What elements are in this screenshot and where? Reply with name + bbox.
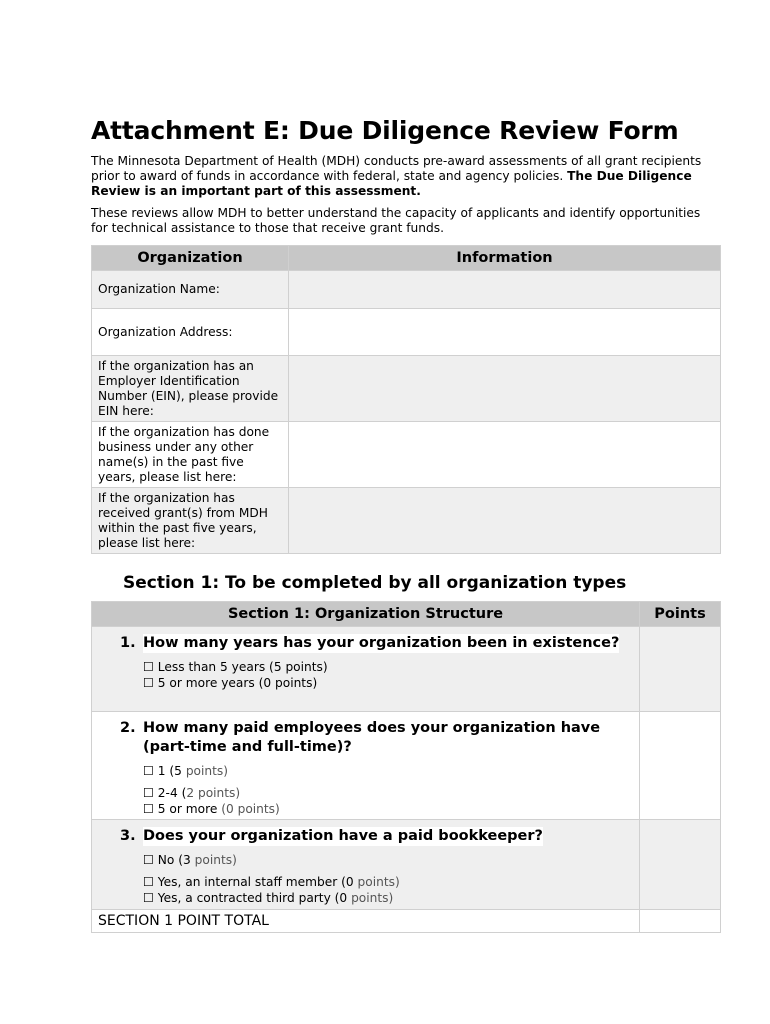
- intro-text: The Minnesota Department of Health (MDH) conducts pre-award assessments of all grant recipients prior to award of funds in accordance with federal, state and agency policies.: [91, 154, 702, 183]
- section-1-header-points: Points: [640, 602, 721, 627]
- organization-table: [91, 245, 721, 554]
- q3-option-contracted[interactable]: ☐ Yes, a contracted third party (0 points): [143, 891, 394, 905]
- org-other-names-field[interactable]: [289, 422, 721, 488]
- intro-bold-text: The Due Diligence Review is an important part of this assessment.: [91, 169, 692, 198]
- org-header-information: Information: [289, 246, 721, 271]
- question-text: How many paid employees does your organization have (part-time and full-time)?: [143, 720, 601, 755]
- question-number: 2.: [120, 720, 136, 736]
- question-text: How many years has your organization been in existence?: [143, 635, 620, 651]
- question-1-points-field[interactable]: [640, 627, 721, 712]
- section-1-total-label: SECTION 1 POINT TOTAL: [92, 910, 640, 933]
- q1-option-5-or-more[interactable]: ☐ 5 or more years (0 points): [143, 676, 318, 690]
- question-2-options: [92, 757, 639, 817]
- org-ein-field[interactable]: [289, 356, 721, 422]
- org-address-field[interactable]: [289, 309, 721, 356]
- question-1-cell: [92, 627, 640, 712]
- q2-option-5-or-more[interactable]: ☐ 5 or more (0 points): [143, 802, 280, 816]
- section-1-heading: Section 1: To be completed by all organization types: [123, 573, 627, 593]
- page-title: Attachment E: Due Diligence Review Form: [91, 116, 679, 145]
- question-1: [92, 627, 639, 653]
- intro-paragraph-2: These reviews allow MDH to better understand the capacity of applicants and identify opportunities for technical assistance to those that receive grant funds.: [91, 206, 701, 235]
- document-page: [91, 114, 720, 933]
- question-number: 3.: [120, 828, 136, 844]
- q2-option-1[interactable]: ☐ 1 (5 points): [143, 764, 228, 778]
- question-number: 1.: [120, 635, 136, 651]
- org-label-other-names: If the organization has done business under any other name(s) in the past five years, please list here:: [92, 422, 289, 488]
- question-3-points-field[interactable]: [640, 820, 721, 910]
- org-label-ein: If the organization has an Employer Identification Number (EIN), please provide EIN here:: [92, 356, 289, 422]
- section-1-table: [91, 601, 721, 933]
- org-label-address: Organization Address:: [92, 309, 289, 356]
- org-label-name: Organization Name:: [92, 271, 289, 309]
- question-2-cell: [92, 712, 640, 820]
- org-label-mdh-grants: If the organization has received grant(s) from MDH within the past five years, please list here:: [92, 488, 289, 554]
- question-2: [92, 712, 639, 757]
- org-mdh-grants-field[interactable]: [289, 488, 721, 554]
- q3-option-no[interactable]: ☐ No (3 points): [143, 853, 237, 867]
- question-3-cell: [92, 820, 640, 910]
- question-text: Does your organization have a paid bookkeeper?: [143, 828, 543, 844]
- question-3: [92, 820, 639, 846]
- q1-option-less-than-5[interactable]: ☐ Less than 5 years (5 points): [143, 660, 328, 674]
- question-2-points-field[interactable]: [640, 712, 721, 820]
- question-3-options: [92, 846, 639, 906]
- org-header-organization: Organization: [92, 246, 289, 271]
- q2-option-2-4[interactable]: ☐ 2-4 (2 points): [143, 786, 241, 800]
- org-name-field[interactable]: [289, 271, 721, 309]
- question-1-options: [92, 653, 639, 691]
- section-1-header-structure: Section 1: Organization Structure: [92, 602, 640, 627]
- q3-option-internal-staff[interactable]: ☐ Yes, an internal staff member (0 points): [143, 875, 400, 889]
- intro-paragraph: [91, 154, 720, 199]
- section-1-total-field[interactable]: [640, 910, 721, 933]
